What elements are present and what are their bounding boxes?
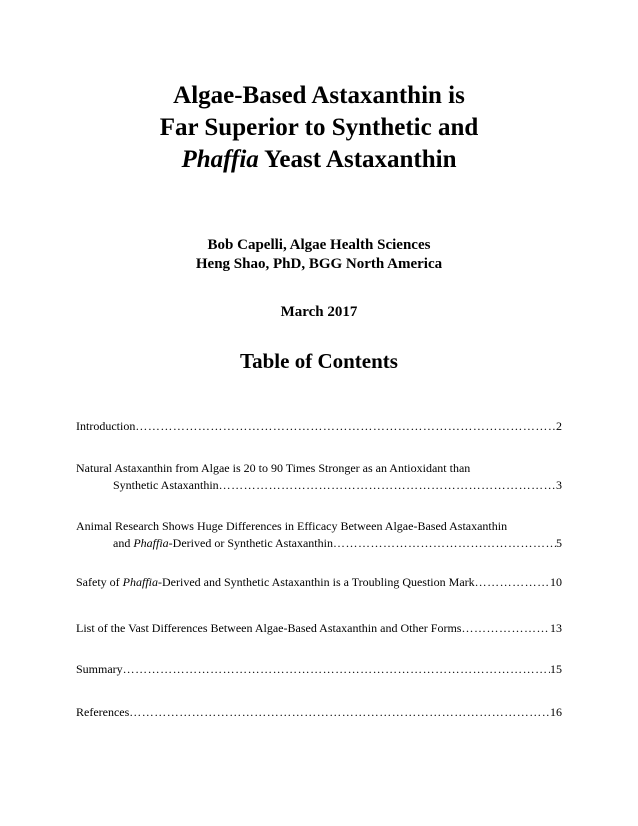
- toc-heading: Table of Contents: [240, 349, 398, 373]
- toc-entry-text: [76, 574, 475, 591]
- toc-entry-rest: -Derived or Synthetic Astaxanthin: [168, 536, 333, 550]
- toc-entry-text: References: [76, 705, 130, 719]
- toc-entry-prefix: Safety of: [76, 575, 123, 589]
- toc-leader-dots: [475, 574, 550, 591]
- toc-page-number: 10: [550, 575, 562, 589]
- toc-page-number: 16: [550, 705, 562, 719]
- toc-entry-summary[interactable]: [76, 661, 562, 678]
- toc-entry-text: [113, 535, 333, 552]
- toc-leader-dots: [123, 661, 550, 678]
- title-line-3-rest: Yeast Astaxanthin: [258, 146, 457, 173]
- toc-page-number: 5: [556, 536, 562, 550]
- toc-entry-animal-research[interactable]: [76, 518, 562, 552]
- toc-page-number: 3: [556, 478, 562, 492]
- toc-leader-dots: [333, 535, 556, 552]
- author-block: [0, 236, 638, 274]
- toc-leader-dots: [219, 477, 556, 494]
- title-line-2: Far Superior to Synthetic and: [159, 114, 479, 141]
- toc-entry-text: Introduction: [76, 419, 136, 433]
- toc-entry-text: List of the Vast Differences Between Algae-Based Astaxanthin and Other Forms: [76, 621, 462, 635]
- toc-entry-references[interactable]: [76, 704, 562, 721]
- toc-leader-dots: [129, 704, 550, 721]
- title-italic-phaffia: Phaffia: [181, 146, 259, 173]
- toc-entry-prefix: and: [113, 536, 134, 550]
- publication-date: March 2017: [280, 304, 358, 320]
- toc-entry-antioxidant[interactable]: [76, 460, 562, 494]
- title-line-1: Algae-Based Astaxanthin is: [173, 82, 465, 109]
- toc-entry-text-line1: Animal Research Shows Huge Differences in Efficacy Between Algae-Based Astaxanthin: [76, 519, 508, 533]
- toc-entry-introduction[interactable]: [76, 418, 562, 435]
- toc-entry-differences[interactable]: [76, 620, 562, 637]
- toc-leader-dots: [135, 418, 556, 435]
- author-1: Bob Capelli, Algae Health Sciences: [207, 237, 431, 253]
- toc-entry-safety[interactable]: [76, 574, 562, 591]
- toc-entry-rest: -Derived and Synthetic Astaxanthin is a Troubling Question Mark: [158, 575, 475, 589]
- toc-entry-italic: Phaffia: [133, 536, 169, 550]
- document-title: [0, 80, 638, 176]
- toc-page-number: 2: [556, 419, 562, 433]
- title-line-3: [0, 144, 638, 176]
- toc-leader-dots: [461, 620, 550, 637]
- toc-entry-text: Synthetic Astaxanthin: [113, 478, 219, 492]
- toc-entry-text: Summary: [76, 662, 123, 676]
- toc-page-number: 15: [550, 662, 562, 676]
- author-2: Heng Shao, PhD, BGG North America: [195, 256, 443, 272]
- toc-entry-italic: Phaffia: [122, 575, 158, 589]
- toc-page-number: 13: [550, 621, 562, 635]
- toc-entry-text-line1: Natural Astaxanthin from Algae is 20 to 90 Times Stronger as an Antioxidant than: [76, 461, 471, 475]
